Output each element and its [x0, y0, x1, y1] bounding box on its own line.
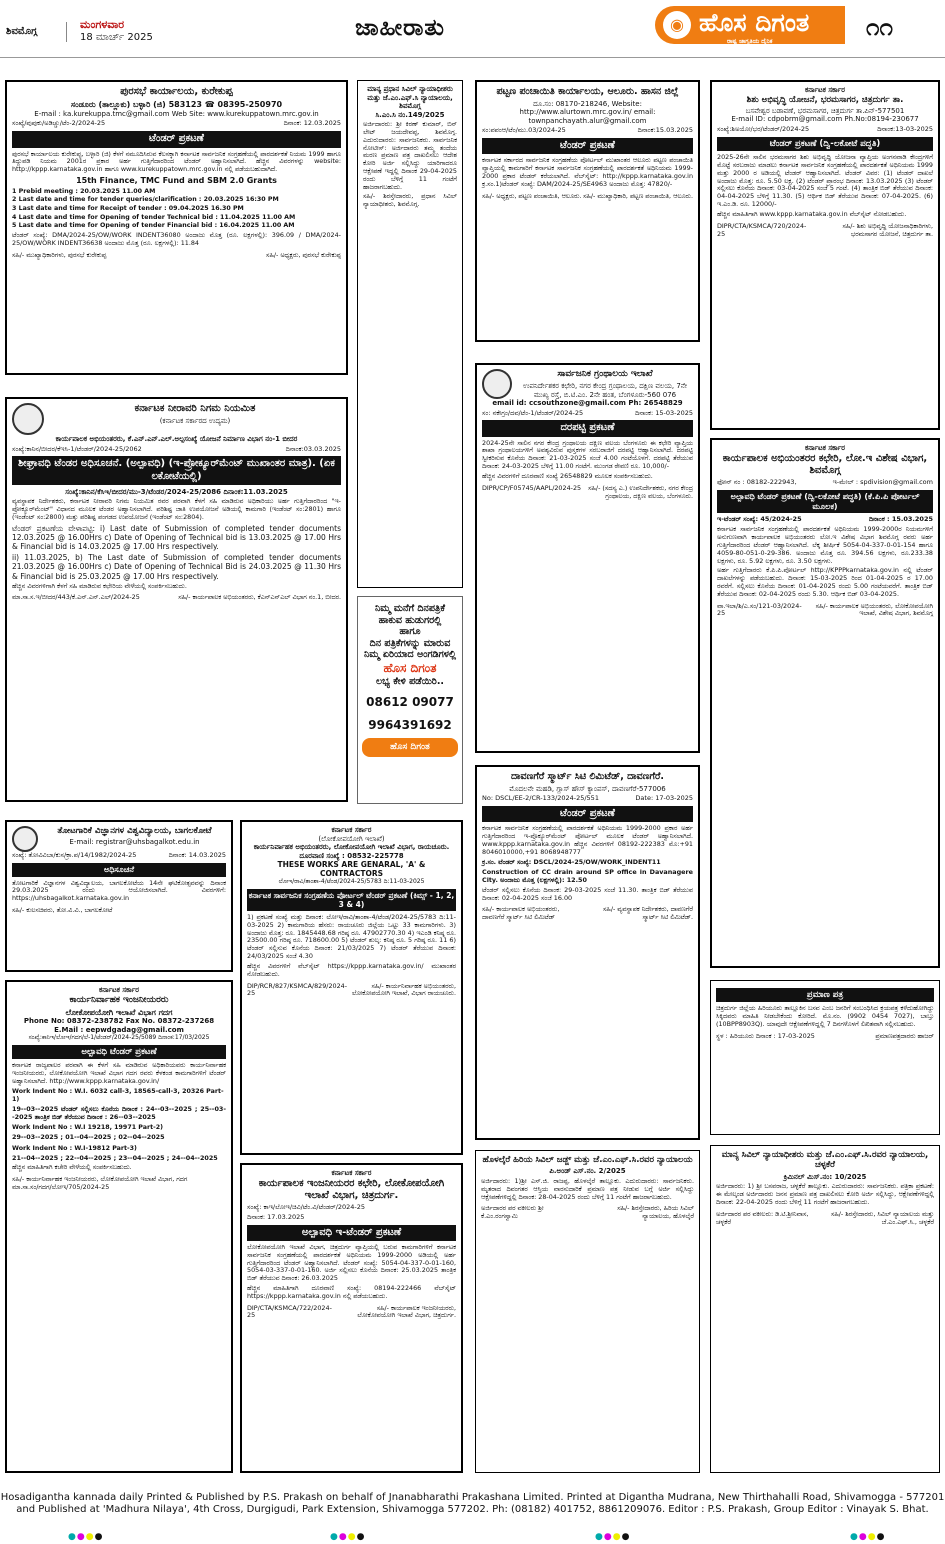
ad-certificate-notice	[710, 980, 940, 1135]
ad-knnl-bidar-tender	[5, 397, 348, 802]
ad-date: ದಿನಾಂಕ : 15.03.2025	[868, 515, 933, 524]
ad-subtitle: ಲೋಕೋಪಯೋಗಿ ಇಲಾಖೆ ವಿಭಾಗ ಗದಗ	[65, 1007, 173, 1017]
ad-signature: ಸಹಿ/- (ಸದಸ್ಯ ಎ.) ಉಪನಿರ್ದೇಶಕರು, ನಗರ ಕೇಂದ್ರ ಗ್ರಂಥಾಲಯ, ದಕ್ಷಿಣ ವಲಯ, ಬೆಂಗಳೂರು.	[588, 483, 693, 500]
ad-body: ಕರ್ನಾಟಕ ಸಾರ್ವಜನಿಕ ಸಂಗ್ರಹಣೆಯಲ್ಲಿ ಪಾರದರ್ಶಕತೆ ಅಧಿನಿಯಮ 1999-2000 ಪ್ರಕಾರ ಅರ್ಹ ಗುತ್ತಿಗೆದಾರರಿಂದ ಇ-ಪ್ರೊಕ್ಯೂರ್‌ಮೆಂಟ್ ಪೋರ್ಟಲ್ ಮೂಲಕ ಟೆಂಡರ್ ಅಹ್ವಾನಿಸಲಾಗಿದೆ. www.kppp.karnataka.gov.in ಹೆಚ್ಚಿನ ವಿವರಗಳಿಗೆ 08192-222383 ಮೊ:+91 8046010000,+91 8068948777	[482, 824, 693, 856]
promo-line: ನಿಮ್ಮ ಮನೆಗೆ ದಿನಪತ್ರಿಕೆ ಹಾಕುವ ಹುಡುಗರಲ್ಲಿ	[374, 603, 446, 626]
ad-email: ಇ-ಮೇಲ್ : spdivision@gmail.com	[832, 477, 933, 486]
ad-signature: ಸಹಿ/- ಕುಲಸಚಿವರು, ತೋ.ವಿ.ವಿ., ಬಾಗಲಕೋಟೆ	[12, 906, 113, 915]
ad-signature: ಸಹಿ/- ಕಾರ್ಯಪಾಲಕ ಅಭಿಯಂತರರು, ದಾವಣಗೆರೆ ಸ್ಮಾರ್ಟ್ ಸಿಟಿ ಲಿಮಿಟೆಡ್	[482, 905, 560, 922]
ad-kurekuppa-tender	[5, 80, 348, 375]
ad-advocate: ಅರ್ಜಿದಾರರ ಪರ ವಕೀಲರು ಶ್ರೀ ಕೆ.ಎಂ.ರಂಗಸ್ವಾಮಿ	[481, 1204, 544, 1221]
ad-signature: ಸಹಿ/- ಶಿರಸ್ತೇದಾರರು, ಸಿವಿಲ್ ನ್ಯಾಯಾಲಯ ಮತ್ತು ಜೆ.ಎಂ.ಎಫ್.ಸಿ., ಚಳ್ಳಕೆರೆ	[830, 1209, 934, 1226]
ad-phone: ದೂರವಾಣಿ ಸಂಖ್ಯೆ : 08532-225778	[299, 851, 404, 860]
ad-schedule-item: 3 Last date and time for Receipt of tender : 09.04.2025 16.30 PM	[12, 205, 244, 213]
ad-ref-code: DIP/CTA/KSMCA/722/2024-25	[247, 1303, 332, 1320]
knnl-logo-icon	[12, 403, 44, 435]
ad-title: ತೋಟಗಾರಿಕೆ ವಿಜ್ಞಾನಗಳ ವಿಶ್ವವಿದ್ಯಾಲಯ, ಬಾಗಲಕೋಟೆ	[57, 826, 212, 836]
ad-title: ಕಾರ್ಯನಿರ್ವಾಹಕ ಇಂಜನೀಯರರು	[69, 994, 169, 1005]
masthead-logo-icon: ◉	[663, 11, 691, 39]
ad-date: ದಿನಾಂಕ: 14.03.2025	[168, 851, 226, 859]
promo-line: ಹಾಗೂ	[399, 626, 421, 638]
ad-title: ಪುರಸಭೆ ಕಾರ್ಯಾಲಯ, ಕುರೇಕುಪ್ಪ	[120, 86, 233, 97]
ad-banner: ಕರ್ನಾಟಕ ಸಾರ್ವಜನಿಕ ಸಂಗ್ರಹಣೆಯ ಪೋರ್ಟಲ್ ಟೆಂಡರ್ ಪ್ರಕಟಣೆ (ಕಿಮ್ಸ್ - 1, 2, 3 & 4)	[247, 889, 456, 911]
ad-address: ಉಪನಿರ್ದೇಶಕರ ಕಛೇರಿ, ನಗರ ಕೇಂದ್ರ ಗ್ರಂಥಾಲಯ, ದಕ್ಷಿಣ ವಲಯ, 7ನೇ ಮುಖ್ಯ ರಸ್ತೆ, ಬಿ.ಟಿ.ಎಂ. 2ನೇ ಹಂತ, ಬೆಂಗಳೂರು-560 076	[523, 381, 687, 399]
imprint-footer	[0, 1492, 945, 1516]
ad-address: ಬಸವೇಶ್ವರ ಬಡಾವಣೆ, ಭರಮಸಾಗರ, ಚಿತ್ರದುರ್ಗ ತಾ.ಪಿನ್-577501	[745, 106, 905, 115]
ad-signature: ಸಹಿ/- ಕಾರ್ಯನಿರ್ವಾಹಕ ಅಭಿಯಂತರರು, ಲೋಕೋಪಯೋಗಿ ಇಲಾಖೆ, ವಿಭಾಗ ರಾಯಚೂರು.	[351, 981, 456, 998]
ad-ref-2: ಸಂಖ್ಯೆ:ಕಾನಿನ/ಕೆಸಿಇ/ಬೀದರ/ಮು-3/ಟೆಂಡರ/2024-25/2086 ದಿನಾಂಕ:11.03.2025	[65, 487, 288, 496]
ad-ref: ಸಂಖ್ಯೆ: ತೋವಿವಿಬಾ/ಕುಸ/ಕ್ರಾ.ಪ/14/1982/2024-25	[12, 851, 137, 859]
ad-dates: 29--03--2025 ; 01--04--2025 ; 02--04--2025	[12, 1133, 165, 1142]
ad-phone: ಫೋನ್ ನಂ : 08182-222943,	[717, 477, 797, 486]
ad-body: ಅರ್ಜಿದಾರರು: 1)ಶ್ರೀ ಎಸ್.ಜಿ. ರಾಜಪ್ಪ, ಹೊಳಲ್ಕೆರೆ ತಾಲ್ಲೂಕು. ಎದುರುದಾರರು: ಸಾರ್ವಜನಿಕರು. ಮೃತರಾದ ದಿವಂಗತರ ಆಸ್ತಿಯ ವಾರಸುದಾರಿಕೆ ಪ್ರಮಾಣ ಪತ್ರ ನೀಡುವ ಬಗ್ಗೆ ಅರ್ಜಿ ಸಲ್ಲಿಸಿದ್ದು ಆಕ್ಷೇಪಣೆಗಳಿದ್ದಲ್ಲಿ ದಿನಾಂಕ: 28-04-2025 ರಂದು ಬೆಳಿಗ್ಗೆ 11 ಗಂಟೆಗೆ ಹಾಜರಾಗಬಹುದು.	[481, 1176, 694, 1201]
ad-date: ದಿನಾಂಕ: 12.03.2025	[283, 119, 341, 128]
ad-date: ದಿನಾಂಕ:13-03-2025	[877, 124, 933, 133]
registration-dots-icon: ●●●●	[850, 1532, 886, 1542]
ad-body: 2025-26ನೇ ಸಾಲಿನ ಭರಮಸಾಗರ ಶಿಶು ಅಭಿವೃದ್ಧಿ ಯೋಜನಾ ವ್ಯಾಪ್ತಿಯ ಅಂಗನವಾಡಿ ಕೇಂದ್ರಗಳಿಗೆ ಮೊಟ್ಟೆ ಸರಬರಾಜು ಮಾಡಲು ಕರ್ನಾಟಕ ಸಾರ್ವಜನಿಕ ಸಂಗ್ರಹಣೆಯಲ್ಲಿ ಪಾರದರ್ಶಕತೆ ಅಧಿನಿಯಮ 1999 ಮತ್ತು 2000 ರ ಅಡಿಯಲ್ಲಿ ಟೆಂಡರ್ ಆಹ್ವಾನಿಸಲಾಗಿದೆ. ಟೆಂಡರ್ ವಿವರ: (1) ಟೆಂಡರ್ ದಾಖಲೆ ಅಂದಾಜು ಮೊತ್ತ: ರೂ. 5.50 ಲಕ್ಷ. (2) ಟೆಂಡರ್ ಪ್ರಾರಂಭ ದಿನಾಂಕ: 13.03.2025 (3) ಟೆಂಡರ್ ಸಲ್ಲಿಸಲು ಕೊನೆಯ ದಿನಾಂಕ: 03-04-2025 ಸಂಜೆ 5 ಗಂಟೆ. (4) ತಾಂತ್ರಿಕ ಬಿಡ್ ತೆರೆಯುವ ದಿನಾಂಕ: 04-04-2025 ಬೆಳಿಗ್ಗೆ 11.30. (5) ಆರ್ಥಿಕ ಬಿಡ್ ತೆರೆಯುವ ದಿನಾಂಕ: 07-04-2025. (6) ಇ.ಎಂ.ಡಿ. ರೂ. 12000/-	[717, 153, 933, 209]
ad-date: ದಿನಾಂಕ: 15-03-2025	[635, 408, 693, 417]
ad-banner: ದರಪಟ್ಟಿ ಪ್ರಕಟಣೆ	[482, 420, 693, 436]
promo-line: ಲಭ್ಯ ಕೇಳಿ ಪಡೆಯಿರಿ..	[375, 675, 445, 687]
ad-note: ಹೆಚ್ಚಿನ ವಿವರಗಳಿಗೆ ವೆಬ್‌ಸೈಟ್ https://kppp.karnataka.gov.in/ ಮುಖಾಂತರ ನೋಡಬಹುದು.	[247, 961, 456, 978]
ad-signature: ಸಹಿ/- ಕಾರ್ಯಪಾಲಕ ಅಭಿಯಂತರರು, ಲೋಕೋಪಯೋಗಿ ಇಲಾಖೆ, ವಿಶೇಷ ವಿಭಾಗ, ಶಿವಮೊಗ್ಗ	[815, 601, 933, 618]
ad-note: ಹೆಚ್ಚಿನ ಮಾಹಿತಿಗಾಗಿ ದೂರವಾಣಿ ಸಂಖ್ಯೆ: 08194-222466 ವೆಬ್‌ಸೈಟ್ https://kppp.karnataka.gov.in ನಲ್ಲಿ ಪಡೆಯಬಹುದು.	[247, 1284, 456, 1300]
ad-banner: ಅಧಿಸೂಚನೆ	[12, 863, 226, 877]
ad-court-challakere-notice	[710, 1145, 940, 1473]
ad-court-holalkere-notice	[475, 1150, 700, 1473]
ad-note: ಹೆಚ್ಚಿನ ವಿವರಗಳಿಗಾಗಿ ಕೆಳಗೆ ಸಹಿ ಮಾಡಿರುವ ಕಛೇರಿಯ ವೇಳೆಯಲ್ಲಿ ಸಂಪರ್ಕಿಸಬಹುದು.	[12, 581, 187, 590]
ad-schedule-item: 2 Last date and time for tender queries/clarification : 20.03.2025 16:30 PM	[12, 196, 279, 204]
ad-schedule-item: 4 Last date and time for Opening of tender Technical bid : 11.04.2025 11.00 AM	[12, 213, 296, 221]
ad-banner: ಅಲ್ಪಾವಧಿ ಟೆಂಡರ್ ಪ್ರಕಟಣೆ (ದ್ವಿ-ಲಕೋಟೆ ಪದ್ಧತಿ) (ಕೆ.ಪಿ.ಪಿ ಪೋರ್ಟಲ್ ಮೂಲಕ)	[717, 490, 933, 514]
ad-cdpo-bharamasagara-tender	[710, 80, 940, 430]
ad-schedule-item: 5 Last date and time for Opening of tender Financial bid : 16.04.2025 11.00 AM	[12, 222, 295, 230]
ad-email: E-mail ID: cdpobrm@gmail.com Ph.No:08194-230677	[731, 115, 919, 124]
ad-ref-code: ಮಾ.ಸಾ.ಸಂ/ಗದಗ/ಲೋಇ/705/2024-25	[12, 1182, 110, 1191]
ad-work-indent: Work Indent No : W.I. 6032 call-3, 18565-call-3, 20326 Part-1)	[12, 1088, 224, 1104]
ad-case-no: ಸಿ.ಎಂ.ಸಿ ನಂ.149/2025	[375, 110, 445, 119]
imprint-line: Hosadigantha kannada daily Printed & Published by P.S. Prakash on behalf of Jnanabharathi Prakashana Limited. Printed at Digantha Mudrana, New Thirthahalli Road, Shivamogga - 577201	[0, 1492, 945, 1503]
ad-title: ಮಾನ್ಯ ಸಿವಿಲ್ ನ್ಯಾಯಾಧೀಶರು ಮತ್ತು ಜೆ.ಎಂ.ಎಫ್.ಸಿ.ರವರ ನ್ಯಾಯಾಲಯ, ಚಳ್ಳಕೆರೆ	[721, 1150, 929, 1171]
ad-title: ಸಾರ್ವಜನಿಕ ಗ್ರಂಥಾಲಯ ಇಲಾಖೆ	[557, 369, 653, 379]
ad-signature: ಸಹಿ/- ಮುಖ್ಯಾಧಿಕಾರಿಗಳು, ಪುರಸಭೆ ಕುರೇಕುಪ್ಪ	[12, 250, 107, 259]
ad-body: 2024-25ನೇ ಸಾಲಿನ ನಗರ ಕೇಂದ್ರ ಗ್ರಂಥಾಲಯ ದಕ್ಷಿಣ ವಲಯ ಬೆಂಗಳೂರು ಈ ಕಛೇರಿ ವ್ಯಾಪ್ತಿಯ ಶಾಖಾ ಗ್ರಂಥಾಲಯಗಳಿಗೆ ಅವಶ್ಯವಿರುವ ಪುಸ್ತಕಗಳ ಸರಬರಾಜಿಗೆ ದರಪಟ್ಟಿ ಆಹ್ವಾನಿಸಲಾಗಿದೆ. ದರಪಟ್ಟಿ ಸ್ವೀಕರಿಸುವ ಕೊನೆಯ ದಿನಾಂಕ: 21-03-2025 ಸಂಜೆ 4.00 ಗಂಟೆಯೊಳಗೆ. ದರಪಟ್ಟಿ ತೆರೆಯುವ ದಿನಾಂಕ: 24-03-2025 ಬೆಳಿಗ್ಗೆ 11.00 ಗಂಟೆಗೆ. ಮುಂಗಡ ಠೇವಣಿ ರೂ. 10,000/-	[482, 438, 693, 471]
page-number: ೧೧	[866, 12, 893, 41]
promo-phone: 08612 09077	[366, 695, 454, 710]
ad-body: ಪುರಸಭೆ ಕಾರ್ಯಾಲಯ ಕುರೇಕುಪ್ಪ, ಬಳ್ಳಾರಿ (ಜಿ) ಕೆಳಗೆ ನಮೂದಿಸಿರುವ ಕೆಲಸಕ್ಕಾಗಿ ಕರ್ನಾಟಕ ಸಾರ್ವಜನಿಕ ಸಂಗ್ರಹಣೆಯಲ್ಲಿ ಪಾರದರ್ಶಕತೆ ನಿಯಮ 1999 ಹಾಗೂ ತಿದ್ದುಪಡಿ ನಿಯಮ 2001ರ ಪ್ರಕಾರ ಅರ್ಹ ಗುತ್ತಿಗೆದಾರರಿಂದ ಟೆಂಡರ್ ಅಹ್ವಾನಿಸಲಾಗಿದೆ. ಹೆಚ್ಚಿನ ವಿವರಗಳನ್ನು website: http://kppp.karnataka.gov.in ಹಾಗೂ www.kurekuppatown.mrc.gov.in ನಲ್ಲಿ ಪಡೆಯಬಹುದಾಗಿದೆ.	[12, 149, 341, 174]
ad-subtitle: ಸಂಡೂರು (ತಾಲ್ಲೂಕು) ಬಳ್ಳಾರಿ (ಜಿ) 583123 ☎ 08395-250970	[70, 100, 283, 110]
edition-city: ಶಿವಮೊಗ್ಗ	[6, 26, 38, 37]
section-title: ಜಾಹೀರಾತು	[355, 14, 445, 41]
ad-contractor-class: THESE WORKS ARE GENARAL, 'A' & CONTRACTORS	[277, 860, 426, 879]
page-header	[0, 0, 945, 58]
ad-banner: ಟೆಂಡರ್ ಪ್ರಕಟಣೆ	[482, 806, 693, 822]
ad-address: ಮೊದಲನೇ ಮಹಡಿ, ಗ್ಲಾಸ್ ಹೌಸ್ ಕ್ಯಾಂಪಸ್, ದಾವಣಗೆರೆ-577006	[509, 784, 666, 793]
ad-signature: ಸಹಿ/- ಕಾರ್ಯಪಾಲಕ ಇಂಜನೀಯರರು, ಲೋಕೋಪಯೋಗಿ ಇಲಾಖೆ ವಿಭಾಗ, ಚಿತ್ರದುರ್ಗ.	[357, 1303, 456, 1320]
ad-signature: ಸಹಿ/- ವ್ಯವಸ್ಥಾಪಕ ನಿರ್ದೇಶಕರು, ದಾವಣಗೆರೆ ಸ್ಮಾರ್ಟ್ ಸಿಟಿ ಲಿಮಿಟೆಡ್.	[603, 905, 693, 922]
ad-gov: ಕರ್ನಾಟಕ ಸರ್ಕಾರ	[331, 826, 372, 834]
ad-uhs-bagalkot-notice	[5, 820, 233, 972]
ad-date: ದಿನಾಂಕ: 17.03.2025	[247, 1212, 305, 1221]
ad-date: ದಿನಾಂಕ:03.03.2025	[285, 444, 341, 453]
ad-title: ಪಟ್ಟಣ ಪಂಚಾಯಿತಿ ಕಾರ್ಯಾಲಯ, ಆಲೂರು. ಹಾಸನ ಜಿಲ್ಲೆ	[496, 86, 679, 97]
ad-banner: ಶೀಘ್ರಾವಧಿ ಟೆಂಡರ ಅಧಿಸೂಚನೆ. (ಅಲ್ಪಾವಧಿ) (ಇ-ಪ್ರೋಕ್ಯೂರ್‌ಮೆಂಟ್ ಮುಖಾಂತರ ಮಾತ್ರ). (ಏಕ ಲಕೋಟೆಯಲ್ಲಿ)	[12, 456, 341, 484]
ad-davanagere-smart-city-tender	[475, 765, 700, 1140]
ad-banner: ಟೆಂಡರ್ ಪ್ರಕಟಣೆ	[482, 138, 693, 154]
ad-signature: ಸಹಿ/- ಶಿರಸ್ತೇದಾರರು, ಪ್ರಧಾನ ಸಿವಿಲ್ ನ್ಯಾಯಾಧೀಶರು, ಶಿವಮೊಗ್ಗ.	[363, 192, 457, 209]
ad-ref: ಸಂಖ್ಯೆ:ಶಿಅಯೋ/ಭರ/ಟೆಂಡರ್/2024-25	[717, 124, 810, 133]
promo-brand: ಹೊಸ ದಿಗಂತ	[383, 660, 437, 675]
university-emblem-icon	[12, 826, 38, 852]
promo-phone: 9964391692	[368, 717, 452, 732]
ad-body: ವ್ಯವಸ್ಥಾಪಕ ನಿರ್ದೇಶಕರು, ಕರ್ನಾಟಕ ನೀರಾವರಿ ನಿಗಮ ನಿಯಮಿತ ರವರ ಪರವಾಗಿ ಕೆಳಗೆ ಸಹಿ ಮಾಡಿರುವ ಅಧಿಕಾರಿಯು ಅರ್ಹ ಗುತ್ತಿಗೆದಾರರಿಂದ "ಇ-ಪ್ರೋಕ್ಯೂರ್‌ಮೆಂಟ್" ವಿಧಾನದ ಮೂಲಕ ಟೆಂಡರ ಅಹ್ವಾನಿಸಲಾಗಿದೆ. ಪರಿಶಿಷ್ಟ ಜಾತಿ ಉಪಯೋಜನೆ ಅಡಿಯಲ್ಲಿ ಕಾಮಗಾರಿ (ಇಂಡೆಂಟ್ ಸಂ:2801) ಹಾಗೂ (ಇಂಡೆಂಟ್ ಸಂ:2800) ಮತ್ತು ಪರಿಶಿಷ್ಟ ಪಂಗಡದ ಉಪಯೋಜನೆ (ಇಂಡೆಂಟ್ ಸಂ:2804).	[12, 497, 341, 521]
ad-banner: ಪ್ರಮಾಣ ಪತ್ರ	[716, 988, 934, 1002]
masthead-title: ಹೊಸ ದಿಗಂತ	[699, 8, 810, 37]
promo-line: ದಿನ ಪತ್ರಿಕೆಗಳನ್ನು ಮಾರುವ ನಿಮ್ಮ ಏರಿಯಾದ ಅಂಗಡಿಗಳಲ್ಲಿ	[363, 637, 457, 661]
ad-gov: ಕರ್ನಾಟಕ ಸರ್ಕಾರ	[805, 444, 845, 452]
registration-dots-icon: ●●●●	[330, 1532, 366, 1542]
ad-ref: ಸಂಖ್ಯೆ: ಕಾಇ/ಲೋಇ/ಚಿವಿ/ಟೆಂ.ವಿ/ಟೆಂಡರ್/2024-25	[247, 1202, 366, 1211]
ad-library-tender	[475, 363, 700, 753]
ad-ref-code: DIPR/CP/F05745/AAPL/2024-25	[482, 483, 582, 492]
ad-body: ತೋಟಗಾರಿಕೆ ವಿಜ್ಞಾನಗಳ ವಿಶ್ವವಿದ್ಯಾಲಯ, ಬಾಗಲಕೋಟೆಯ 14ನೇ ಘಟಿಕೋತ್ಸವವನ್ನು ದಿನಾಂಕ 29.03.2025 ರಂದು ಆಯೋಜಿಸಲಾಗಿದೆ. ವಿವರಗಳಿಗೆ: https://uhsbagalkot.karnataka.gov.in	[12, 878, 226, 903]
ad-ref: ಸಂ: ನಕೇಗ್ರಂ/ದವ/ಟೆಂ-1/ಟೆಂಡರ್/2024-25	[482, 408, 584, 417]
ad-banner: ಅಲ್ಪಾವಧಿ ಇ-ಟೆಂಡರ್ ಪ್ರಕಟಣೆ	[247, 1225, 456, 1241]
ad-note: ಹೆಚ್ಚಿನ ವಿವರಗಳಿಗೆ ದೂರವಾಣಿ ಸಂಖ್ಯೆ 26548829 ಮೂಲಕ ಸಂಪರ್ಕಿಸಬಹುದು.	[482, 471, 653, 480]
ad-email: email id: ccsouthzone@gmail.com Ph: 26548829	[492, 399, 683, 408]
library-emblem-icon	[482, 369, 512, 399]
ad-ref: ಸಂಖ್ಯೆ:ಕಾನಿನ/ಬೀದರ/ಕೆಇಸಿ-1/ಟೆಂಡರ್/2024-25/2062	[12, 444, 142, 453]
ad-body: ಕರ್ನಾಟಕ ರಾಜ್ಯಪಾಲರ ಪರವಾಗಿ ಈ ಕೆಳಗೆ ಸಹಿ ಮಾಡಿರುವ ಅಧಿಕಾರಿಯವರು ಕಾರ್ಯನಿರ್ವಾಹಕ ಇಂಜನೀಯರರು, ಲೋಕೋಪಯೋಗಿ ಇಲಾಖೆ ವಿಭಾಗ ಗದಗ ರವರು ಕೆಳಕಂಡ ಕಾಮಗಾರಿಗಳಿಗೆ ಟೆಂಡರ್ ಅಹ್ವಾನಿಸಲಾಗಿದೆ. http://www.kppp.karnataka.gov.in/	[12, 1060, 226, 1085]
ad-body: ಕರ್ನಾಟಕ ಸರ್ಕಾರದ ಸಾರ್ವಜನಿಕ ಸಂಗ್ರಹಣೆಯ ಪೋರ್ಟಲ್ ಮುಖಾಂತರ ಆಲೂರು ಪಟ್ಟಣ ಪಂಚಾಯಿತಿ ವ್ಯಾಪ್ತಿಯಲ್ಲಿ ಕಾಮಗಾರಿಗೆ ಕರ್ನಾಟಕ ಸಾರ್ವಜನಿಕ ಸಂಗ್ರಹಣೆಯಲ್ಲಿ ಪಾರದರ್ಶಕತೆ ಅಧಿನಿಯಮ 1999-2000 ಪ್ರಕಾರ ಟೆಂಡರ್ ಕರೆಯಲಾಗಿದೆ. ವೆಬ್‌ಸೈಟ್: http://kppp.karnataka.gov.in ಕ್ರ.ಸಂ.1)ಟೆಂಡರ್ ಸಂಖ್ಯೆ: DAM/2024-25/SE4963 ಅಂದಾಜು ಮೊತ್ತ: 47820/-	[482, 156, 693, 188]
ad-date: Date: 17-03-2025	[635, 794, 693, 803]
ad-subtitle: (ಕರ್ನಾಟಕ ಸರ್ಕಾರದ ಉದ್ಯಮ)	[159, 417, 231, 426]
ad-ref-code: ವಾ.ಇಲಾ/ಶಿ/ಎ.ಸಂ/121-03/2024-25	[717, 601, 802, 618]
ad-schedule: ಟೆಂಡರ್ ಪ್ರಕಟಣೆಯ ವೇಳಾಪಟ್ಟಿ: i) Last date of Submission of completed tender documents 12.03.2025 @ 16.00Hrs c) Date of Opening of Technical bid is 13.03.2025 @ 17.00 Hrs & Financial bid is 14.03.2025 @ 17.00 Hrs respectively.	[12, 523, 341, 552]
ad-ref: ಸಂಖ್ಯೆ:ಕಾನಿಇ/ಲೋಇ/ಗದಗ/ಲೆ-1/ಟೆಂಡರ್/2024-25/5089 ದಿನಾಂಕ:17/03/2025	[28, 1034, 210, 1042]
ad-body: 1) ಪ್ರಕಟಣೆ ಸಂಖ್ಯೆ ಮತ್ತು ದಿನಾಂಕ: ಲೋಇ/ರಾವಿ/ತಾಂಶಾ-4/ಟೆಂಡ/2024-25/5783 ದಿ:11-03-2025 2) ಕಾಮಗಾರಿಯ ಹೆಸರು: ರಾಯಚೂರು ಜಿಲ್ಲೆಯ ಒಟ್ಟು 33 ಕಾಮಗಾರಿಗಳು. 3) ಅಂದಾಜು ಮೊತ್ತ: ರೂ. 1845448.68 ಗರಿಷ್ಠ ರೂ. 47902770.30 4) ಇಎಂಡಿ ಕನಿಷ್ಠ ರೂ. 23500.00 ಗರಿಷ್ಠ ರೂ. 718600.00 5) ಟೆಂಡರ್ ಶುಲ್ಕ: ಕನಿಷ್ಠ ರೂ. 5 ಗರಿಷ್ಠ ರೂ. 11 6) ಟೆಂಡರ್ ಸಲ್ಲಿಸುವ ಕೊನೆಯ ದಿನಾಂಕ: 21/03/2025 7) ಟೆಂಡರ್ ತೆರೆಯುವ ದಿನಾಂಕ: 24/03/2025 ಸಂಜೆ 4.30	[247, 913, 456, 961]
ad-contact: ದೂ.ಸಂ: 08170-218246, Website: http://www.alurtown.mrc.gov.in/ email: townpanchayath.alur@gmail.com	[519, 99, 656, 125]
header-divider	[66, 22, 67, 42]
ad-email: E-mail: registrar@uhsbagalkot.edu.in	[69, 838, 200, 847]
ad-banner: ಅಲ್ಪಾವಧಿ ಟೆಂಡರ್ ಪ್ರಕಟಣೆ	[12, 1045, 226, 1059]
ad-dates: 21--04--2025 ; 22--04--2025 ; 23--04--2025 ; 24--04--2025	[12, 1153, 218, 1162]
ad-date: ದಿನಾಂಕ:15.03.2025	[637, 126, 693, 135]
ad-dates: ಅರ್ಹ ಗುತ್ತಿಗೆದಾರರು ಕೆ.ಪಿ.ಪಿ.ಪೋರ್ಟಲ್ http://KPPPkarnataka.gov.in ನಲ್ಲಿ ಟೆಂಡರ್ ದಾಖಲೆಗಳನ್ನು ಪಡೆಯಬಹುದು. ದಿನಾಂಕ: 15-03-2025 ರಿಂದ 01-04-2025 ರ 17.00 ರವರೆಗೆ. ಸಲ್ಲಿಸಲು ಕೊನೆಯ ದಿನಾಂಕ: 01-04-2025 ರಂದು 5.00 ಗಂಟೆಯವರೆಗೆ. ತಾಂತ್ರಿಕ ಬಿಡ್ ತೆರೆಯುವ ದಿನಾಂಕ: 02-04-2025 ರಂದು 5.30. ಆರ್ಥಿಕ ಬಿಡ್ 03-04-2025.	[717, 566, 933, 598]
edition-date: 18 ಮಾರ್ಚ್ 2025	[80, 32, 153, 43]
ad-work: Construction of CC drain around SP office in Davanagere City. ಅಂದಾಜು ಮೊತ್ತ (ಲಕ್ಷಗಳಲ್ಲಿ): 12.50	[482, 868, 693, 884]
ad-ref-code: ಮಾ.ಸಾ.ಸ.ಇ/ಬೀದರ/443/ಕೆ.ಎನ್.ಎನ್.ಎಲ್/2024-25	[12, 593, 140, 602]
ad-gov: ಕರ್ನಾಟಕ ಸರ್ಕಾರ	[99, 986, 139, 994]
registration-dots-icon: ●●●●	[595, 1532, 631, 1542]
registration-dots-icon: ●●●●	[68, 1532, 104, 1542]
ad-title: ದಾವಣಗೆರೆ ಸ್ಮಾರ್ಟ್ ಸಿಟಿ ಲಿಮಿಟೆಡ್, ದಾವಣಗೆರೆ.	[511, 771, 664, 782]
ad-ref-code: DIPR/CTA/KSMCA/720/2024-25	[717, 221, 807, 238]
ad-signature: ಸಹಿ/- ಕಾರ್ಯನಿರ್ವಾಹಕ ಇಂಜನೀಯರರು, ಲೋಕೋಪಯೋಗಿ ಇಲಾಖೆ ವಿಭಾಗ, ಗದಗ	[12, 1175, 188, 1184]
ad-banner: ಟೆಂಡರ್ ಪ್ರಕಟಣೆ	[12, 131, 341, 147]
ad-dates: ಟೆಂಡರ್ ಸಲ್ಲಿಸಲು ಕೊನೆಯ ದಿನಾಂಕ: 29-03-2025 ಸಂಜೆ 11.30. ತಾಂತ್ರಿಕ ಬಿಡ್ ತೆರೆಯುವ ದಿನಾಂಕ: 02-04-2025 ಸಂಜೆ 16.00	[482, 885, 693, 902]
ad-ref: ಸಂ:ಪಪಂಆ/ಟೆಂ/ಮು.03/2024-25	[482, 126, 566, 135]
ad-phone: Phone No: 08372-238782 Fax No. 08372-237268	[23, 1017, 215, 1026]
promo-brand-badge: ಹೊಸ ದಿಗಂತ	[362, 738, 458, 757]
ad-signature: ಪ್ರಮಾಣಪತ್ರದಾರರು ಹಾಜರ್	[875, 1031, 934, 1040]
ad-tender-no: ಕ್ರ.ಸಂ. ಟೆಂಡರ್ ಸಂಖ್ಯೆ: DSCL/2024-25/OW/WORK_INDENT11	[482, 859, 661, 867]
imprint-line: and Published at 'Madhura Nilaya', 4th Cross, Durgigudi, Park Extension, Shivamogga 577202. Ph: (08182) 401752, 8861209076. Editor : P.S. Prakash, Group Editor : Vinayak S. Bhat.	[16, 1504, 929, 1515]
ad-title: ಕಾರ್ಯಪಾಲಕ ಅಭಿಯಂತರರ ಕಛೇರಿ, ಲೋ.ಇ ವಿಶೇಷ ವಿಭಾಗ, ಶಿವಮೊಗ್ಗ	[722, 452, 928, 476]
ad-signature: ಸಹಿ/- ಕಾರ್ಯಪಾಲಕ ಅಭಿಯಂತರರು, ಕೆಎನ್‌ಎನ್‌ಎಲ್‌ ವಿಭಾಗ ನಂ.1, ಬೀದರ.	[178, 593, 341, 602]
ad-ref: ಲೋಇ/ರಾವಿ/ತಾಂಶಾ-4/ಟೆಂಡ/2024-25/5783 ದಿ:11-03-2025	[278, 878, 425, 886]
edition-day: ಮಂಗಳವಾರ	[80, 18, 125, 31]
ad-signature: ಸಹಿ/- ಅಧ್ಯಕ್ಷರು, ಪಟ್ಟಣ ಪಂಚಾಯಿತಿ, ಆಲೂರು.	[482, 191, 582, 200]
ad-body: ಕರ್ನಾಟಕ ಸಾರ್ವಜನಿಕ ಸಂಗ್ರಹಣೆಯಲ್ಲಿ ಪಾರದರ್ಶಕತೆ ಅಧಿನಿಯಮ 1999-2000ರ ನಿಯಮಗಳಿಗೆ ಅನುಗುಣವಾಗಿ ಕಾರ್ಯಪಾಲಕ ಅಭಿಯಂತರರು ಲೋ.ಇ ವಿಶೇಷ ವಿಭಾಗ ಶಿವಮೊಗ್ಗ ರವರು ಅರ್ಹ ಗುತ್ತಿಗೆದಾರರಿಂದ ಟೆಂಡರ್ ಆಹ್ವಾನಿಸಲಾಗಿದೆ. ಲೆಕ್ಕ ಶೀರ್ಷಿಕೆ 5054-04-337-0-01-154 ಹಾಗೂ 4059-80-051-0-29-386. ಅಂದಾಜು ಮೊತ್ತ ರೂ. 394.56 ಲಕ್ಷಗಳು, ರೂ.233.38 ಲಕ್ಷಗಳು, ರೂ. 5.92 ಲಕ್ಷಗಳು, ರೂ. 3.50 ಲಕ್ಷಗಳು.	[717, 525, 933, 565]
masthead-tagline: ರಾಷ್ಟ್ರ ಜಾಗೃತಿಯ ದೈನಿಕ	[727, 38, 773, 45]
ad-title: ಕಾರ್ಯಪಾಲಕ ಇಂಜನೀಯರರ ಕಛೇರಿ, ಲೋಕೋಪಯೋಗಿ ಇಲಾಖೆ ವಿಭಾಗ, ಚಿತ್ರದುರ್ಗ.	[258, 1177, 445, 1201]
ad-case-no: ಪಿ.ಅಂಡ್ ಎಸ್.ನಂ. 2/2025	[549, 1167, 626, 1176]
ad-schedule-item: 1 Prebid meeting : 20.03.2025 11.00 AM	[12, 187, 156, 195]
ad-gov: ಕರ್ನಾಟಕ ಸರ್ಕಾರ	[805, 86, 845, 94]
ad-pwd-gadag-tender	[5, 980, 233, 1473]
ad-contact: E-mail : ka.kurekuppa.tmc@gmail.com Web Site: www.kurekuppatown.mrc.gov.in	[34, 109, 319, 118]
ad-note: ಹೆಚ್ಚಿನ ಮಾಹಿತಿಗಾಗಿ ಕಚೇರಿ ವೇಳೆಯಲ್ಲಿ ಸಂಪರ್ಕಿಸಬಹುದು.	[12, 1163, 132, 1172]
ad-dept: (ಲೋಕೋಪಯೋಗಿ ಇಲಾಖೆ)	[318, 834, 385, 843]
ad-body: ಚಿತ್ರದುರ್ಗ ಜಿಲ್ಲೆಯ ಹಿರಿಯೂರು ತಾಲ್ಲೂಕಿನ ಬಸವ ಎಂಬ ಜನರಿಗೆ ಸಂಬಂಧಿಸಿದ ಕ್ರಯಪತ್ರ ಕಳೆದುಹೋಗಿದ್ದು ಸಿಕ್ಕಿದವರು ಮಾಹಿತಿ ನೀಡಬೇಕೆಂದು ಕೋರಿದೆ. ಮೊ.ನಂ. (9902 0454 7027), ಬಾಬ್ತು (10BPP8903Q). ಯಾವುದೇ ಆಕ್ಷೇಪಣೆಗಳಿದ್ದಲ್ಲಿ 7 ದಿನಗಳೊಳಗೆ ಲಿಖಿತವಾಗಿ ಸಲ್ಲಿಸಬಹುದು.	[716, 1004, 934, 1028]
ad-pwd-raichur-tender	[240, 820, 463, 1155]
ad-title: ಮಾನ್ಯ ಪ್ರಧಾನ ಸಿವಿಲ್ ನ್ಯಾಯಾಧೀಶರು ಮತ್ತು ಜೆ.ಎಂ.ಎಫ್.ಸಿ ನ್ಯಾಯಾಲಯ, ಶಿವಮೊಗ್ಗ	[367, 85, 453, 111]
ad-pwd-shivamogga-tender	[710, 438, 940, 968]
ad-court-shivamogga-notice	[357, 80, 463, 588]
ad-note: ಹೆಚ್ಚಿನ ಮಾಹಿತಿಗಾಗಿ www.kppp.karnataka.gov.in ವೆಬ್‌ಸೈಟ್ ನೋಡಬಹುದು.	[717, 209, 907, 218]
ad-funding: 15th Finance, TMC Fund and SBM 2.0 Grants	[76, 176, 277, 186]
ad-body: ಲೋಕೋಪಯೋಗಿ ಇಲಾಖೆ ವಿಭಾಗ, ಚಿತ್ರದುರ್ಗ ವ್ಯಾಪ್ತಿಯಲ್ಲಿ ಬರುವ ಕಾಮಗಾರಿಗಳಿಗೆ ಕರ್ನಾಟಕ ಸಾರ್ವಜನಿಕ ಸಂಗ್ರಹಣೆಯಲ್ಲಿ ಪಾರದರ್ಶಕತೆ ಅಧಿನಿಯಮ 1999-2000 ಅಡಿಯಲ್ಲಿ ಅರ್ಹ ಗುತ್ತಿಗೆದಾರರಿಂದ ಟೆಂಡರ್ ಅಹ್ವಾನಿಸಲಾಗಿದೆ. ಟೆಂಡರ್ ಸಂಖ್ಯೆ: 5054-04-337-0-01-160, 5054-03-337-0-01-160. ಅರ್ಜಿ ಸಲ್ಲಿಸಲು ಕೊನೆಯ ದಿನಾಂಕ: 25.03.2025 ತಾಂತ್ರಿಕ ಬಿಡ್ ತೆರೆಯುವ ದಿನಾಂಕ: 26.03.2025	[247, 1242, 456, 1283]
ad-banner: ಟೆಂಡರ್ ಪ್ರಕಟಣೆ (ದ್ವಿ-ಲಕೋಟೆ ಪದ್ಧತಿ)	[717, 137, 933, 151]
ad-title: ಶಿಶು ಅಭಿವೃದ್ಧಿ ಯೋಜನೆ, ಭರಮಸಾಗರ, ಚಿತ್ರದುರ್ಗ ತಾ.	[746, 94, 904, 105]
ad-case-no: ಕ್ರಿಮಿನಲ್ ಮಿಸ್.ನಂ: 10/2025	[783, 1172, 867, 1181]
masthead	[655, 6, 845, 44]
ad-signature: ಸಹಿ/- ಶಿಶು ಅಭಿವೃದ್ಧಿ ಯೋಜನಾಧಿಕಾರಿಗಳು, ಭರಮಸಾಗರ ಯೋಜನೆ, ಚಿತ್ರದುರ್ಗ ತಾ.	[842, 221, 933, 238]
ad-title: ಕರ್ನಾಟಕ ನೀರಾವರಿ ನಿಗಮ ನಿಯಮಿತ	[134, 403, 256, 414]
ad-work-indent: Work Indent No : W.I-19812 Part-3)	[12, 1144, 137, 1152]
ad-gov: ಕರ್ನಾಟಕ ಸರ್ಕಾರ	[331, 1169, 372, 1177]
ad-body: ಅರ್ಜಿದಾರರು: 1) ಶ್ರೀ ಬಸವರಾಜ, ಚಳ್ಳಕೆರೆ ತಾಲ್ಲೂಕು. ಎದುರುದಾರರು: ಸಾರ್ವಜನಿಕರು. ಪತ್ರಿಕಾ ಪ್ರಕಟಣೆ: ಈ ಮೇಲ್ಕಂಡ ಅರ್ಜಿದಾರರು ಜನನ ಪ್ರಮಾಣ ಪತ್ರ ದಾಖಲಿಸಲು ಕೋರಿ ಅರ್ಜಿ ಸಲ್ಲಿಸಿದ್ದು, ಆಕ್ಷೇಪಣೆಗಳಿದ್ದಲ್ಲಿ ದಿನಾಂಕ: 22-04-2025 ರಂದು ಬೆಳಿಗ್ಗೆ 11 ಗಂಟೆಗೆ ಹಾಜರಾಗಬಹುದು.	[716, 1182, 934, 1206]
ad-place-date: ಸ್ಥಳ : ಹಿರಿಯೂರು ದಿನಾಂಕ : 17-03-2025	[716, 1031, 815, 1040]
ad-pwd-chitradurga-tender	[240, 1163, 463, 1473]
ad-signature: ಸಹಿ/- ಮುಖ್ಯಾಧಿಕಾರಿ, ಪಟ್ಟಣ ಪಂಚಾಯಿತಿ, ಆಲೂರು.	[583, 191, 693, 200]
ad-body: ಅರ್ಜಿದಾರರು: ಶ್ರೀ ಕಿರಣ್ ಕುಮಾರ್, ಬಿನ್ ಲೇಟ್ ಜಯದೇವಪ್ಪ, ಶಿವಮೊಗ್ಗ. ಎದುರುದಾರರು: ಸಾರ್ವಜನಿಕರು. ಸಾರ್ವಜನಿಕ ನೋಟೀಸ್: ಅರ್ಜಿದಾರರು ತಮ್ಮ ತಂದೆಯ ಮರಣ ಪ್ರಮಾಣ ಪತ್ರ ದಾಖಲಿಸಲು ಆದೇಶ ಕೋರಿ ಅರ್ಜಿ ಸಲ್ಲಿಸಿದ್ದು ಯಾರಿಗಾದರೂ ಆಕ್ಷೇಪಣೆ ಇದ್ದಲ್ಲಿ ದಿನಾಂಕ 29-04-2025 ರಂದು ಬೆಳಿಗ್ಗೆ 11 ಗಂಟೆಗೆ ಹಾಜರಾಗಬಹುದು.	[363, 120, 457, 191]
ad-signature: ಸಹಿ/- ಶಿರಸ್ತೇದಾರರು, ಹಿರಿಯ ಸಿವಿಲ್ ನ್ಯಾಯಾಲಯ, ಹೊಳಲ್ಕೆರೆ	[617, 1204, 694, 1221]
ad-work-indent: Work Indent No : W.I 19218, 19971 Part-2)	[12, 1124, 163, 1132]
ad-advocate: ಅರ್ಜಿದಾರರ ಪರ ವಕೀಲರು: ಡಿ.ಟಿ.ಶ್ರೀನಿವಾಸ, ಚಳ್ಳಕೆರೆ	[716, 1209, 809, 1226]
subscription-promo	[357, 596, 463, 804]
ad-ref: ಸಂಖ್ಯೆ/ಪುಪುಕು/ಅಡಿಚ್ಚು/ಟೆಂ-2/2024-25	[12, 119, 106, 128]
ad-alur-tender	[475, 80, 700, 342]
ad-ref: ಇ-ಟೆಂಡರ್ ಸಂಖ್ಯೆ: 45/2024-25	[717, 515, 802, 524]
ad-extra: ಟೆಂಡರ್ ಸಂಖ್ಯೆ: DMA/2024-25/OW/WORK INDENT36080 ಅಂದಾಜು ಮೊತ್ತ (ರೂ. ಲಕ್ಷಗಳಲ್ಲಿ): 396.09 / DMA/2024-25/OW/WORK INDENT36638 ಅಂದಾಜು ಮೊತ್ತ (ರೂ. ಲಕ್ಷಗಳಲ್ಲಿ): 11.84	[12, 231, 341, 247]
ad-signature: ಸಹಿ/- ಅಧ್ಯಕ್ಷರು, ಪುರಸಭೆ ಕುರೇಕುಪ್ಪ	[266, 250, 341, 259]
ad-schedule: ii) 11.03.2025, b) The Last date of Submission of completed tender documents 21.03.2025 @ 16.00Hrs c) Date of Opening of Technical Bid is 24.03.2025 @ 11.30 Hrs & Financial bid is 25.03.2025 @ 17.00 Hrs respectively.	[12, 553, 341, 581]
ad-title: ಹೊಳಲ್ಕೆರೆ ಹಿರಿಯ ಸಿವಿಲ್ ಜಡ್ಜ್ ಮತ್ತು ಜೆ.ಎಂ.ಎಫ್.ಸಿ.ರವರ ನ್ಯಾಯಾಲಯ	[482, 1155, 693, 1165]
ad-ref: No: DSCL/EE-2/CR-133/2024-25/551	[482, 794, 599, 803]
ad-office: ಕಾರ್ಯಪಾಲಕ ಅಭಿಯಂತರರು, ಕೆ.ಎನ್.ಎನ್.ಎಲ್.ಅಲ್ಪಸಂಖ್ಯೆ ಯೋಜನೆ ನಿರ್ಮಾಣ ವಿಭಾಗ ನಂ-1 ಬೀದರ	[55, 435, 298, 443]
ad-dates: 19--03--2025 ಟೆಂಡರ್ ಸಲ್ಲಿಸಲು ಕೊನೆಯ ದಿನಾಂಕ : 24--03--2025 ; 25--03--2025 ತಾಂತ್ರಿಕ ಬಿಡ್ ತೆರೆಯುವ ದಿನಾಂಕ : 26--03--2025	[12, 1104, 226, 1121]
ad-office: ಕಾರ್ಯನಿರ್ವಾಹಕ ಅಭಿಯಂತರರು, ಲೋಕೋಪಯೋಗಿ ಇಲಾಖೆ ವಿಭಾಗ, ರಾಯಚೂರು.	[253, 843, 450, 852]
ad-ref-code: DIP/RCR/827/KSMCA/829/2024-25	[247, 981, 348, 998]
ad-email: E.Mail : eepwdgadag@gmail.com	[54, 1025, 184, 1034]
